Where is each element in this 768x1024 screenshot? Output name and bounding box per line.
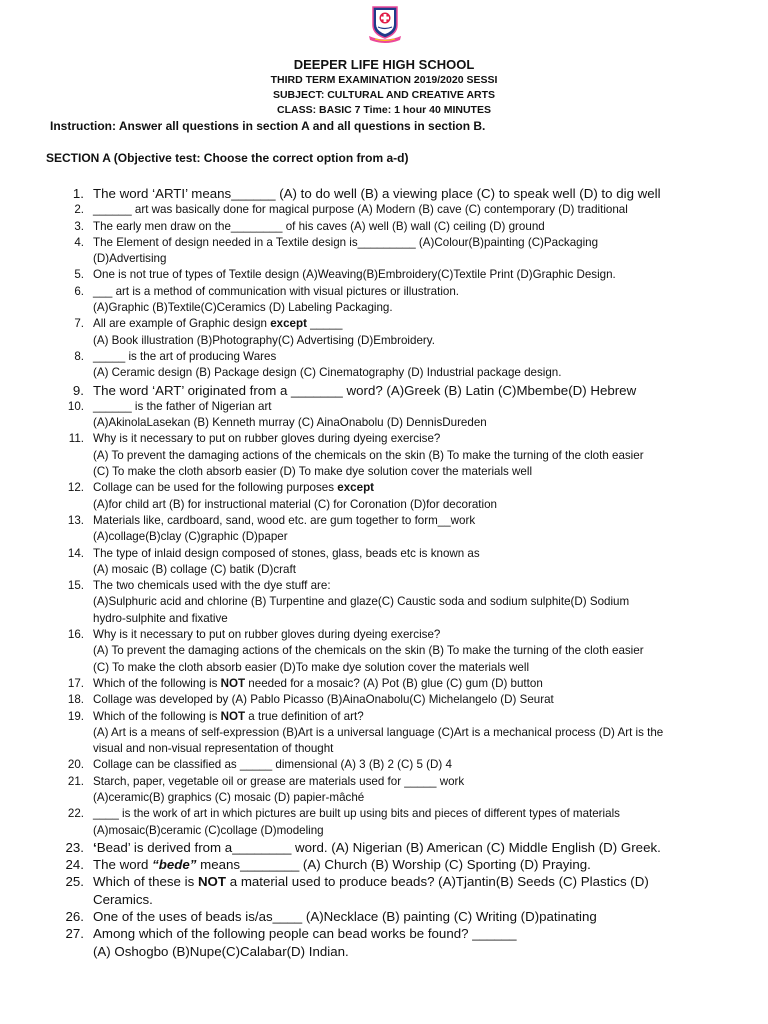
question-item — [0, 839, 728, 856]
emphasis-text: ‘ — [93, 839, 97, 855]
school-crest-icon — [364, 3, 406, 45]
question-item — [0, 431, 728, 480]
question-item — [0, 399, 728, 432]
question-item — [0, 219, 728, 235]
question-number: 10. — [67, 399, 84, 413]
question-item — [0, 925, 728, 960]
question-text-line: One of the uses of beads is/as____ (A)Necklace (B) painting (C) Writing (D)patinating — [93, 909, 597, 925]
question-item — [0, 267, 728, 283]
question-text-line: (A) Art is a means of self-expression (B)Art is a universal language (C)Art is a mechanical process (D) Art is the — [93, 725, 664, 739]
question-list — [0, 185, 768, 960]
question-text-line: ___ art is a method of communication with visual pictures or illustration. — [93, 284, 460, 298]
question-item — [0, 185, 728, 202]
question-item — [0, 774, 728, 807]
question-text-line: ______ art was basically done for magical purpose (A) Modern (B) cave (C) contemporary (D) traditional — [93, 203, 628, 217]
emphasis-text: NOT — [220, 709, 246, 723]
question-item — [0, 806, 728, 839]
question-text-line: visual and non-visual representation of thought — [93, 742, 334, 756]
question-text-line: Why is it necessary to put on rubber gloves during dyeing exercise? — [93, 628, 441, 642]
question-text-line: _____ is the art of producing Wares — [93, 349, 277, 363]
question-text-line: Among which of the following people can bead works be found? ______ — [93, 926, 517, 942]
question-text-line: (A) Oshogbo (B)Nupe(C)Calabar(D) Indian. — [93, 943, 349, 959]
question-text-line: The word “bede” means________ (A) Church (B) Worship (C) Sporting (D) Praying. — [93, 857, 591, 873]
question-number: 13. — [67, 513, 84, 527]
question-text-line: The two chemicals used with the dye stuff are: — [93, 579, 331, 593]
question-number: 7. — [74, 317, 84, 331]
question-number: 25. — [65, 874, 84, 890]
question-item — [0, 513, 728, 546]
question-text-line: (A)Graphic (B)Textile(C)Ceramics (D) Labeling Packaging. — [93, 301, 393, 315]
question-number: 27. — [65, 926, 84, 942]
question-text-line: (A)AkinolaLasekan (B) Kenneth murray (C) AinaOnabolu (D) DennisDureden — [93, 416, 487, 430]
question-text-line: Collage can be used for the following purposes except — [93, 481, 375, 495]
question-item — [0, 480, 728, 513]
question-item — [0, 284, 728, 317]
question-text-line: (A)ceramic(B) graphics (C) mosaic (D) papier-mâché — [93, 790, 365, 804]
question-number: 2. — [74, 203, 84, 217]
question-text-line: One is not true of types of Textile design (A)Weaving(B)Embroidery(C)Textile Print (D)Graphic Design. — [93, 268, 616, 282]
question-text-line: (C) To make the cloth absorb easier (D) To make dye solution cover the materials well — [93, 465, 533, 479]
subject-line: SUBJECT: CULTURAL AND CREATIVE ARTS — [272, 89, 496, 101]
question-text-line: Starch, paper, vegetable oil or grease are materials used for _____ work — [93, 774, 465, 788]
question-text-line: hydro-sulphite and fixative — [93, 611, 228, 625]
question-text-line: (C) To make the cloth absorb easier (D)To make dye solution cover the materials well — [93, 660, 530, 674]
question-item — [0, 235, 728, 268]
question-text-line: The word ‘ART’ originated from a _______ word? (A)Greek (B) Latin (C)Mbembe(D) Hebrew — [93, 382, 637, 398]
question-number: 18. — [67, 693, 84, 707]
question-text-line: (D)Advertising — [93, 252, 167, 266]
question-number: 1. — [72, 186, 84, 201]
question-item — [0, 627, 728, 676]
question-item — [0, 349, 728, 382]
question-text-line: Which of the following is NOT a true definition of art? — [93, 709, 364, 723]
question-item — [0, 757, 728, 773]
question-number: 12. — [67, 481, 84, 495]
question-number: 24. — [65, 857, 84, 873]
section-a-heading: SECTION A (Objective test: Choose the correct option from a-d) — [46, 151, 409, 165]
question-item — [0, 908, 728, 925]
class-time-line: CLASS: BASIC 7 Time: 1 hour 40 MINUTES — [277, 104, 491, 116]
question-text-line: ‘Bead’ is derived from a________ word. (A) Nigerian (B) American (C) Middle English (D) Greek. — [93, 839, 661, 855]
question-text-line: (A)for child art (B) for instructional material (C) for Coronation (D)for decoration — [93, 497, 497, 511]
question-item — [0, 382, 728, 399]
question-text-line: Materials like, cardboard, sand, wood etc. are gum together to form__work — [93, 513, 476, 527]
emphasis-text: except — [270, 317, 307, 331]
question-number: 4. — [74, 235, 84, 249]
question-item — [0, 873, 728, 908]
question-text-line: The type of inlaid design composed of stones, glass, beads etc is known as — [93, 546, 480, 560]
question-text-line: (A)mosaic(B)ceramic (C)collage (D)modeling — [93, 823, 324, 837]
question-text-line: (A) mosaic (B) collage (C) batik (D)craft — [93, 562, 296, 576]
question-number: 3. — [74, 219, 84, 233]
question-item — [0, 578, 728, 627]
question-number: 15. — [67, 579, 84, 593]
question-text-line: The early men draw on the________ of his caves (A) well (B) wall (C) ceiling (D) ground — [93, 219, 545, 233]
question-number: 22. — [67, 807, 84, 821]
question-item — [0, 709, 728, 758]
question-text-line: (A)collage(B)clay (C)graphic (D)paper — [93, 530, 288, 544]
emphasis-text: “bede” — [152, 857, 197, 873]
question-number: 17. — [67, 676, 84, 690]
question-number: 5. — [74, 268, 84, 282]
question-item — [0, 856, 728, 873]
question-text-line: (A) To prevent the damaging actions of the chemicals on the skin (B) To make the turning of the cloth easier — [93, 644, 644, 658]
emphasis-text: NOT — [197, 874, 227, 890]
question-text-line: Why is it necessary to put on rubber gloves during dyeing exercise? — [93, 432, 441, 446]
question-number: 11. — [68, 432, 84, 446]
exam-title: THIRD TERM EXAMINATION 2019/2020 SESSI — [270, 74, 498, 86]
question-number: 26. — [65, 909, 84, 925]
question-item — [0, 676, 728, 692]
emphasis-text: NOT — [220, 676, 246, 690]
question-number: 9. — [72, 382, 84, 398]
question-text-line: Which of the following is NOT needed for a mosaic? (A) Pot (B) glue (C) gum (D) button — [93, 676, 543, 690]
emphasis-text: except — [337, 481, 375, 495]
question-text-line: (A)Sulphuric acid and chlorine (B) Turpentine and glaze(C) Caustic soda and sodium sulphite(D) Sodium — [93, 595, 630, 609]
question-item — [0, 692, 728, 708]
question-number: 19. — [67, 709, 84, 723]
question-text-line: (A) Book illustration (B)Photography(C) Advertising (D)Embroidery. — [93, 333, 435, 347]
question-text-line: Ceramics. — [93, 891, 153, 907]
question-number: 23. — [65, 839, 84, 855]
question-text-line: Collage can be classified as _____ dimensional (A) 3 (B) 2 (C) 5 (D) 4 — [93, 758, 452, 772]
question-number: 21. — [67, 774, 84, 788]
question-text-line: The Element of design needed in a Textile design is_________ (A)Colour(B)painting (C)Packaging — [93, 235, 599, 249]
question-text-line: The word ‘ARTI’ means______ (A) to do well (B) a viewing place (C) to speak well (D) to dig well — [93, 186, 661, 201]
instruction-line: Instruction: Answer all questions in section A and all questions in section B. — [50, 119, 486, 133]
question-number: 14. — [67, 546, 84, 560]
question-text-line: (A) Ceramic design (B) Package design (C) Cinematography (D) Industrial package design. — [93, 366, 562, 380]
question-number: 6. — [74, 284, 84, 298]
question-item — [0, 546, 728, 579]
question-item — [0, 316, 728, 349]
question-text-line: ______ is the father of Nigerian art — [93, 399, 272, 413]
question-number: 20. — [67, 758, 84, 772]
school-name: DEEPER LIFE HIGH SCHOOL — [293, 57, 475, 72]
question-number: 16. — [67, 628, 84, 642]
question-text-line: (A) To prevent the damaging actions of the chemicals on the skin (B) To make the turning of the cloth easier — [93, 448, 644, 462]
question-text-line: ____ is the work of art in which pictures are built up using bits and pieces of different types of materials — [93, 807, 620, 821]
question-number: 8. — [74, 349, 84, 363]
question-text-line: All are example of Graphic design except _____ — [93, 317, 343, 331]
question-text-line: Which of these is NOT a material used to produce beads? (A)Tjantin(B) Seeds (C) Plastics (D) — [93, 874, 649, 890]
question-item — [0, 202, 728, 218]
question-text-line: Collage was developed by (A) Pablo Picasso (B)AinaOnabolu(C) Michelangelo (D) Seurat — [93, 693, 554, 707]
